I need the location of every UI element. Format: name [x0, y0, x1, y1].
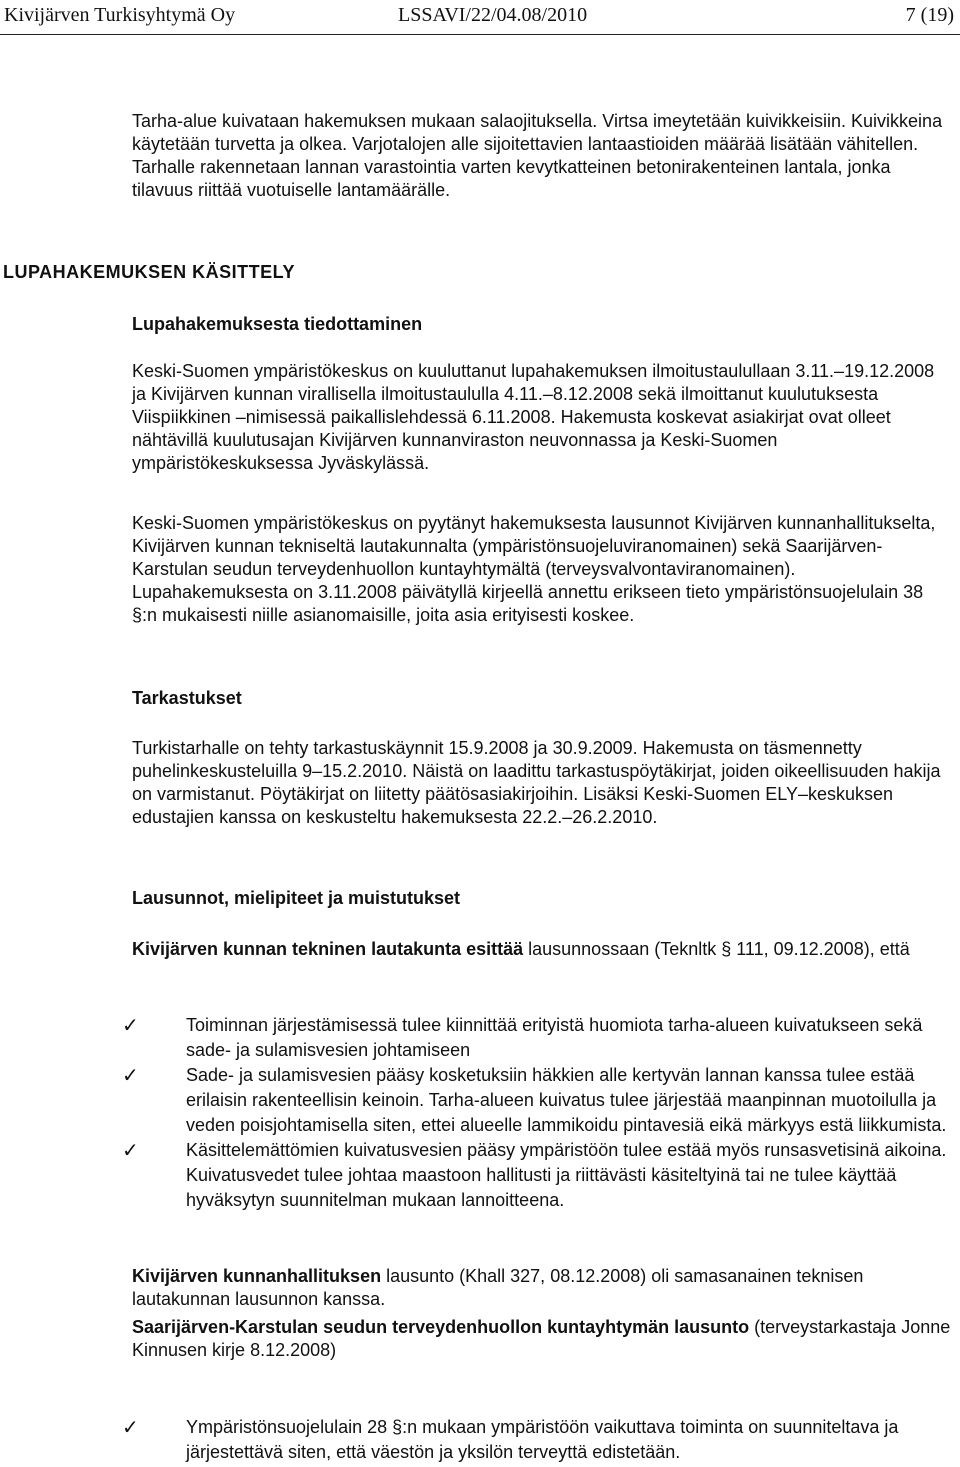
list-item	[122, 1138, 954, 1213]
checkmark-icon: ✓	[122, 1415, 139, 1439]
list-item-text: Käsittelemättömien kuivatusvesien pääsy ympäristöön tulee estää myös runsasvetisinä aikoina. Kuivatusvedet tulee johtaa maastoon hallitusti ja riittävästi käsiteltyinä tai ne tulee käyttää hyväksytyn suunnitelman mukaan lannoitteena.	[186, 1140, 947, 1210]
header-reference: LSSAVI/22/04.08/2010	[398, 4, 588, 26]
list-item	[122, 1013, 954, 1063]
paragraph-technical-board	[132, 938, 952, 961]
paragraph-health-authority	[132, 1316, 952, 1362]
municipal-board-name: Kivijärven kunnanhallituksen	[132, 1266, 382, 1286]
header-page-number: 7 (19)	[905, 4, 954, 26]
list-item-text: Sade- ja sulamisvesien pääsy kosketuksiin häkkien alle kertyvän lannan kanssa tulee estää erilaisin rakenteellisin keinoin. Tarha-alueen kuivatus tulee järjestää maanpinnan muotoilulla ja veden poisjohtamisella siten, ettei alueelle lammikoidu pintavesiä eikä märkyys estä liikkumista.	[186, 1065, 947, 1135]
paragraph-text: Turkistarhalle on tehty tarkastuskäynnit 15.9.2008 ja 30.9.2009. Hakemusta on täsmennetty puhelinkeskusteluilla 9–15.2.2010. Näistä on laadittu tarkastuspöytäkirjat, joiden oikeellisuuden hakija on varmistanut. Pöytäkirjat on liitetty päätösasiakirjoihin. Lisäksi Keski-Suomen ELY–keskuksen edustajien kanssa on keskusteltu hakemuksesta 22.2.–26.2.2010.	[132, 738, 941, 827]
technical-board-name: Kivijärven kunnan tekninen lautakunta esittää	[132, 939, 524, 959]
health-authority-name: Saarijärven-Karstulan seudun terveydenhuollon kuntayhtymän lausunto	[132, 1317, 750, 1337]
paragraph-text	[132, 1265, 952, 1311]
list-item-text: Toiminnan järjestämisessä tulee kiinnittää erityistä huomiota tarha-alueen kuivatukseen sekä sade- ja sulamisvesien johtamiseen	[186, 1015, 923, 1060]
header-company: Kivijärven Turkisyhtymä Oy	[4, 4, 236, 26]
subheading-statements: Lausunnot, mielipiteet ja muistutukset	[132, 888, 461, 908]
checkmark-icon: ✓	[122, 1063, 139, 1087]
health-authority-checklist	[122, 1415, 954, 1465]
checkmark-icon: ✓	[122, 1138, 139, 1162]
paragraph-municipal-board	[132, 1265, 952, 1311]
header-divider	[0, 34, 960, 35]
intro-text: Tarha-alue kuivataan hakemuksen mukaan salaojituksella. Virtsa imeytetään kuivikkeisiin. Kuivikkeina käytetään turvetta ja olkea. Varjotalojen alle sijoitettavien lantaastioiden määrää lisätään vähitellen. Tarhalle rakennetaan lannan varastointia varten kevytkatteinen betonirakenteinen lantala, jonka tilavuus riittää vuotuiselle lantamäärälle.	[132, 111, 943, 200]
municipal-board-text: lausunto (Khall 327, 08.12.2008) oli samasanainen teknisen lautakunnan lausunnon kanssa.	[132, 1266, 864, 1309]
paragraph-text: Keski-Suomen ympäristökeskus on pyytänyt hakemuksesta lausunnot Kivijärven kunnanhallitukselta, Kivijärven kunnan tekniseltä lautakunnalta (ympäristönsuojeluviranomainen) sekä Saarijärven-Karstulan seudun terveydenhuollon kuntayhtymältä (terveysvalvontaviranomainen). Lupahakemuksesta on 3.11.2008 päivätyllä kirjeellä annettu erikseen tieto ympäristönsuojelulain 38 §:n mukaisesti niille asianomaisille, joita asia erityisesti koskee.	[132, 513, 936, 625]
subheading-inspections: Tarkastukset	[132, 688, 242, 708]
paragraph-text: Keski-Suomen ympäristökeskus on kuuluttanut lupahakemuksen ilmoitustaulullaan 3.11.–19.12.2008 ja Kivijärven kunnan virallisella ilmoitustaululla 4.11.–8.12.2008 sekä ilmoittanut kuulutuksesta Viispiikkinen –nimisessä paikallislehdessä 6.11.2008. Hakemusta koskevat asiakirjat ovat olleet nähtävillä kuulutusajan Kivijärven kunnanviraston neuvonnassa ja Keski-Suomen ympäristökeskuksessa Jyväskylässä.	[132, 361, 935, 473]
page-header	[0, 0, 960, 30]
intro-paragraph	[132, 110, 952, 202]
paragraph-statements-requested	[132, 512, 952, 627]
paragraph-notification	[132, 360, 952, 475]
technical-board-checklist	[122, 1013, 954, 1213]
section-heading: LUPAHAKEMUKSEN KÄSITTELY	[3, 262, 296, 282]
paragraph-inspections	[132, 737, 952, 829]
paragraph-text	[132, 1316, 952, 1362]
list-item	[122, 1415, 954, 1465]
list-item-text: Ympäristönsuojelulain 28 §:n mukaan ympäristöön vaikuttava toiminta on suunniteltava ja järjestettävä siten, että väestön ja yksilön terveyttä edistetään.	[186, 1417, 899, 1462]
list-item	[122, 1063, 954, 1138]
health-authority-text: (terveystarkastaja Jonne Kinnusen kirje 8.12.2008)	[132, 1317, 951, 1360]
checkmark-icon: ✓	[122, 1013, 139, 1037]
technical-board-text: lausunnossaan (Teknltk § 111, 09.12.2008), että	[523, 939, 910, 959]
subheading-notification: Lupahakemuksesta tiedottaminen	[132, 314, 423, 334]
paragraph-text	[132, 938, 952, 961]
